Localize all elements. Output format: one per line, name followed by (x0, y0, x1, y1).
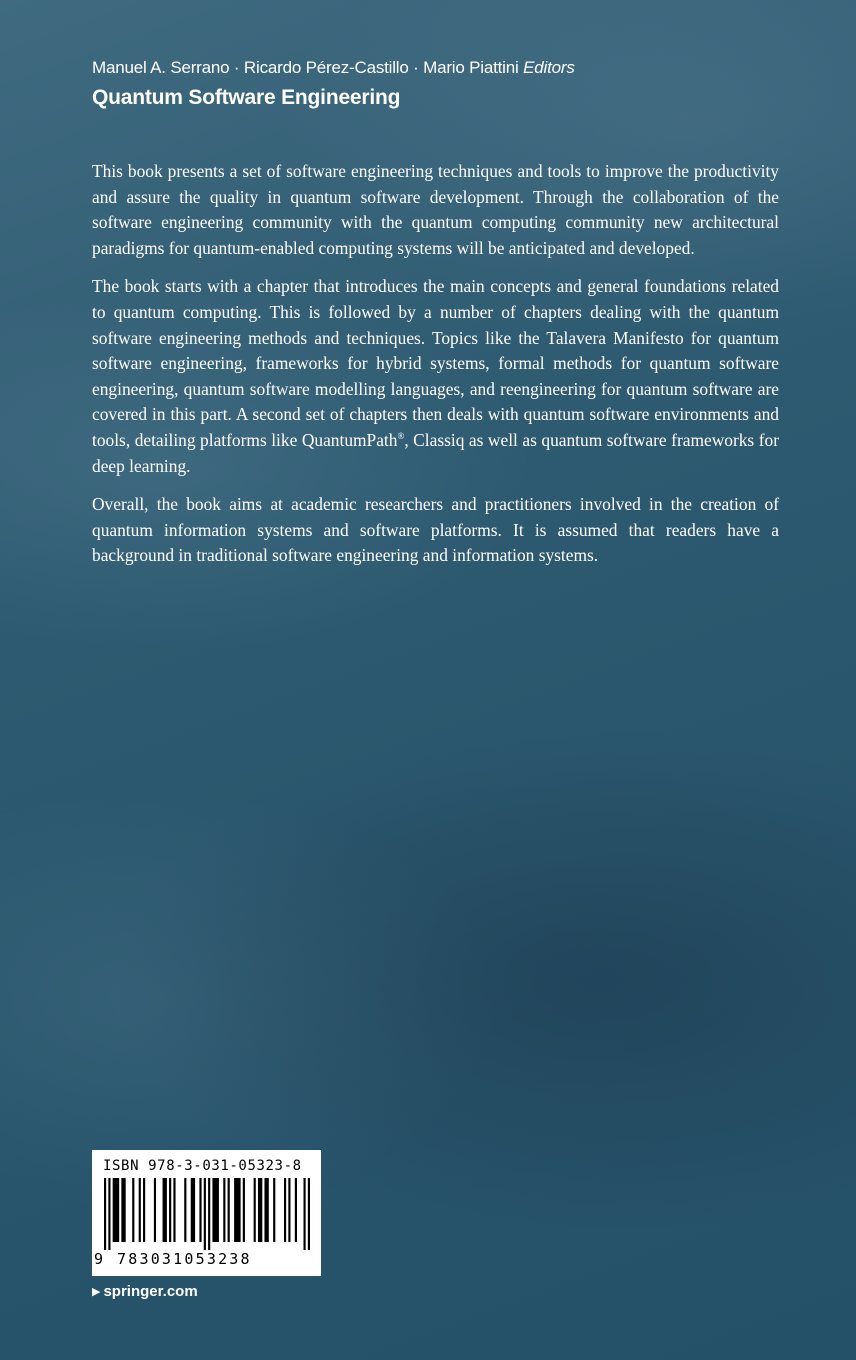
barcode-bar (108, 1178, 110, 1250)
barcode-bar (191, 1178, 195, 1242)
barcode-bar (212, 1178, 219, 1242)
barcode-bar (254, 1178, 256, 1242)
barcode-bar (199, 1178, 201, 1242)
description-paragraph-1: This book presents a set of software engineering techniques and tools to improve the productivity and assure the quality in quantum software development. Through the collaboration of the software engineering community with the quantum computing community new architectural paradigms for quantum-enabled computing systems will be anticipated and developed. (92, 161, 779, 258)
barcode-bar (234, 1178, 241, 1242)
barcode-bar (204, 1178, 206, 1250)
triangle-right-icon: ▶ (92, 1286, 101, 1298)
barcode-bar (223, 1178, 225, 1242)
barcode-bar (154, 1178, 156, 1242)
barcode-bar (104, 1178, 106, 1250)
publisher-url: springer.com (103, 1283, 198, 1300)
barcode-bar (173, 1178, 175, 1242)
barcode-bar (288, 1178, 290, 1242)
isbn-barcode (92, 1150, 321, 1276)
paragraph-2-part-1: The book starts with a chapter that introduces the main concepts and general foundations related to quantum computing. This is followed by a number of chapters dealing with the quantum software engineering methods and techniques. Topics like the Talavera Manifesto for quantum software engineering, frameworks for hybrid systems, formal methods for quantum software engineering, quantum software modelling languages, and reengineering for quantum software are covered in this part. A second set of chapters then deals with quantum software environments and tools, detailing platforms like QuantumPath (92, 276, 779, 450)
barcode-bar (295, 1178, 297, 1242)
barcode-bar (143, 1178, 145, 1242)
registered-mark: ® (397, 431, 405, 442)
barcode-digits: 783031053238 (117, 1250, 252, 1268)
description-paragraph-3: Overall, the book aims at academic researchers and practitioners involved in the creation of quantum information systems and software platforms. It is assumed that readers have a background in traditional software engineering and information systems. (92, 494, 779, 566)
barcode-bar (273, 1178, 275, 1242)
barcode-bar (208, 1178, 210, 1250)
barcode-bar (303, 1178, 305, 1250)
editors-role: Editors (523, 58, 575, 77)
barcode-bar (184, 1178, 186, 1242)
description-paragraph-2 (92, 274, 779, 479)
paragraph-2-part-2: , Classiq as well as quantum software frameworks for deep learning. (92, 429, 779, 476)
barcode-bar (139, 1178, 141, 1242)
barcode-bar (228, 1178, 230, 1242)
barcode-bar (113, 1178, 120, 1242)
barcode-bar (169, 1178, 171, 1242)
barcode-bar (163, 1178, 167, 1242)
barcode-bar (258, 1178, 262, 1242)
book-description (92, 159, 779, 582)
isbn-label: ISBN 978-3-031-05323-8 (103, 1158, 302, 1174)
book-title: Quantum Software Engineering (92, 86, 401, 109)
barcode-bar (308, 1178, 310, 1250)
publisher-link[interactable] (92, 1282, 198, 1302)
barcode-bars (104, 1178, 310, 1250)
editors-names: Manuel A. Serrano · Ricardo Pérez-Castillo · Mario Piattini (92, 58, 519, 77)
barcode-bar (284, 1178, 286, 1242)
barcode-bar (121, 1178, 125, 1242)
barcode-bar (264, 1178, 268, 1242)
editors-line (92, 56, 792, 80)
barcode-bar (243, 1178, 245, 1242)
barcode-bar (132, 1178, 134, 1242)
barcode-lead-digit: 9 (94, 1250, 104, 1268)
cover-header (92, 56, 792, 112)
